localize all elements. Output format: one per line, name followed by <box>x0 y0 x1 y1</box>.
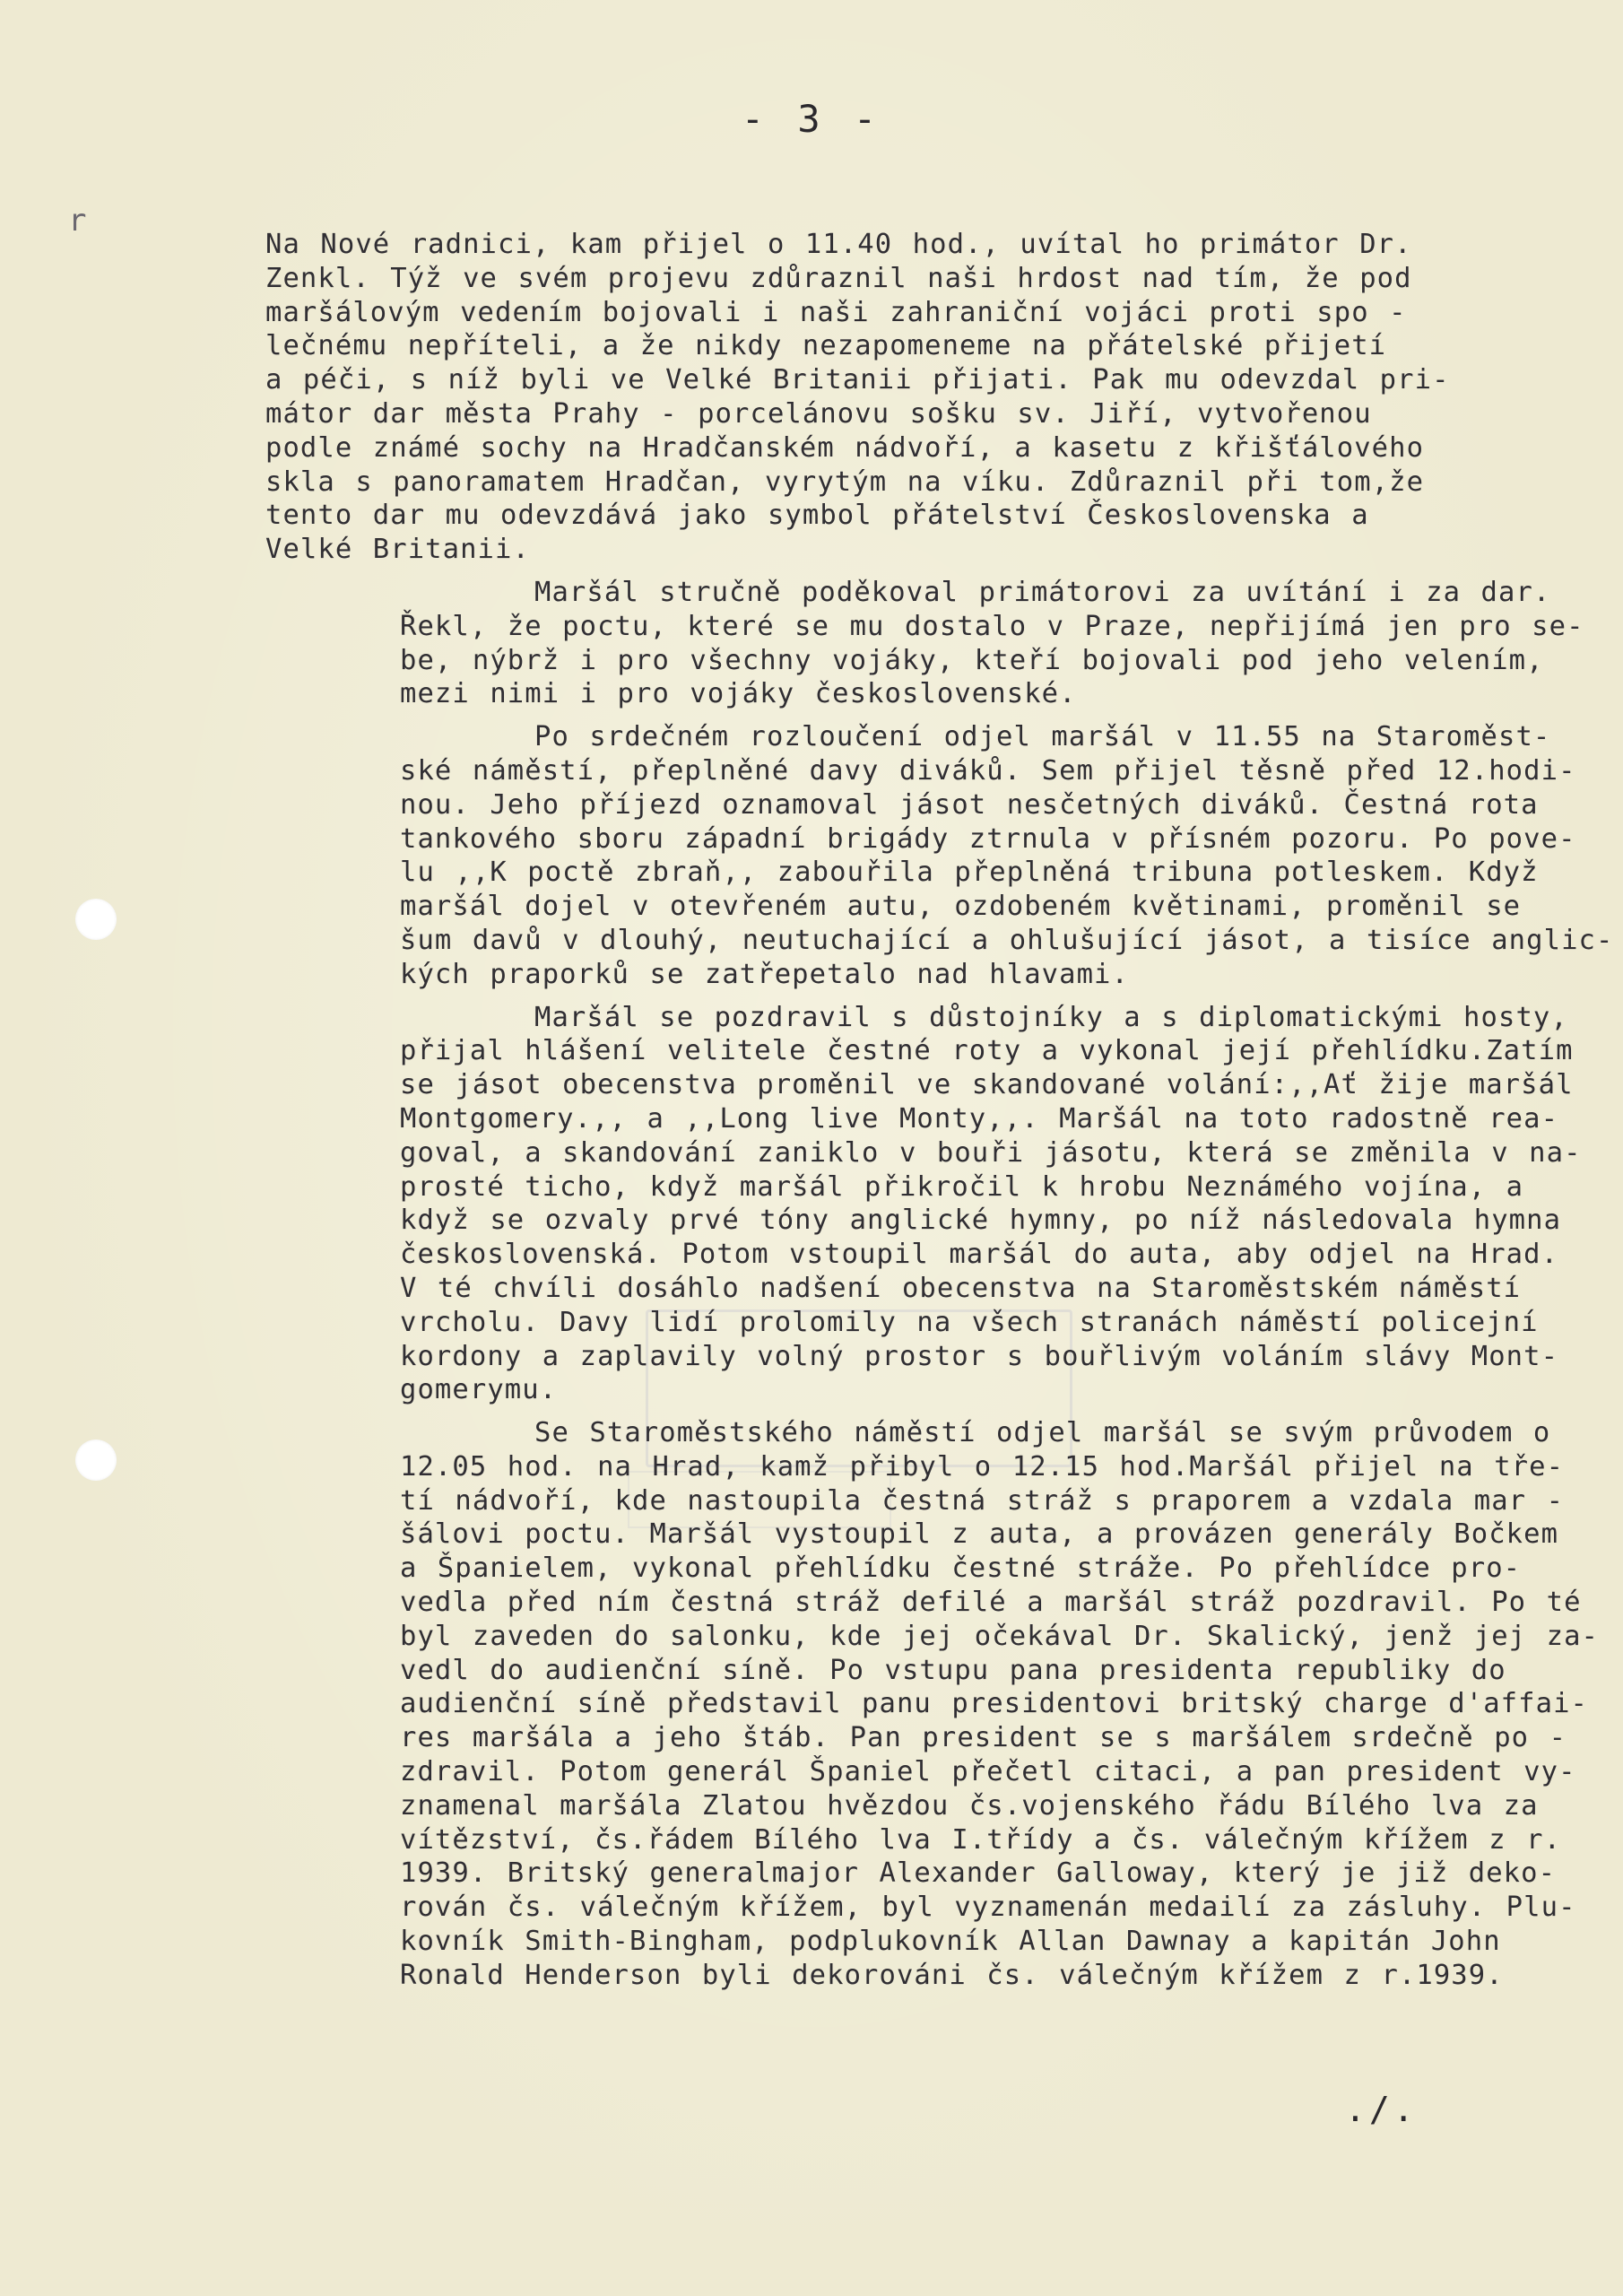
text-line: tí nádvoří, kde nastoupila čestná stráž s praporem a vzdala mar - <box>400 1484 1565 1517</box>
text-line: Po srdečném rozloučení odjel maršál v 11.55 na Staroměst- <box>534 721 1551 753</box>
text-line: maršálovým vedením bojovali i naši zahraniční vojáci proti spo - <box>265 296 1407 328</box>
text-line: Maršál stručně poděkoval primátorovi za uvítání i za dar. <box>534 576 1551 608</box>
text-line: prosté ticho, když maršál přikročil k hrobu Neznámého vojína, a <box>400 1170 1524 1203</box>
text-line: podle známé sochy na Hradčanském nádvoří, a kasetu z křišťálového <box>265 431 1425 464</box>
paragraph <box>265 1416 1599 1993</box>
text-line: Zenkl. Týž ve svém projevu zdůraznil naši hrdost nad tím, že pod <box>265 262 1412 294</box>
text-line: se jásot obecenstva proměnil ve skandované volání:,,Ať žije maršál <box>400 1069 1574 1101</box>
text-line: šálovi poctu. Maršál vystoupil z auta, a provázen generály Bočkem <box>400 1518 1559 1551</box>
text-line: byl zaveden do salonku, kde jej očekával Dr. Skalický, jenž jej za- <box>400 1620 1599 1652</box>
text-line: když se ozvaly prvé tóny anglické hymny, po níž následovala hymna <box>400 1205 1562 1237</box>
text-line: vrcholu. Davy lidí prolomily na všech stranách náměstí policejní <box>400 1306 1539 1338</box>
text-line: znamenal maršála Zlatou hvězdou čs.vojenského řádu Bílého lva za <box>400 1789 1539 1822</box>
text-line: vedla před ním čestná stráž defilé a maršál stráž pozdravil. Po té <box>400 1587 1582 1619</box>
text-line: mátor dar města Prahy - porcelánovu sošku sv. Jiří, vytvořenou <box>265 397 1372 430</box>
text-line: kordony a zaplavily volný prostor s bouřlivým voláním slávy Mont- <box>400 1340 1559 1372</box>
text-line: Velké Britanii. <box>265 534 530 566</box>
text-line: be, nýbrž i pro všechny vojáky, kteří bojovali pod jeho velením, <box>400 644 1544 676</box>
text-line: Maršál se pozdravil s důstojníky a s diplomatickými hosty, <box>534 1001 1568 1033</box>
text-line: tankového sboru západní brigády ztrnula v přísném pozoru. Po pove- <box>400 822 1576 855</box>
paragraph <box>265 720 1614 991</box>
text-line: goval, a skandování zaniklo v bouři jásotu, která se změnila v na- <box>400 1136 1582 1169</box>
text-line: skla s panoramatem Hradčan, vyrytým na víku. Zdůraznil při tom,že <box>265 465 1425 498</box>
text-line: vedl do audienční síně. Po vstupu pana presidenta republiky do <box>400 1654 1506 1686</box>
text-line: gomerymu. <box>400 1374 558 1406</box>
text-line: nou. Jeho příjezd oznamoval jásot nesčetných diváků. Čestná rota <box>400 788 1539 821</box>
text-line: tento dar mu odevzdává jako symbol přátelství Československa a <box>265 500 1369 532</box>
text-line: 12.05 hod. na Hrad, kamž přibyl o 12.15 hod.Maršál přijel na tře- <box>400 1450 1565 1483</box>
text-line: šum davů v dlouhý, neutuchající a ohlušující jásot, a tisíce anglic- <box>400 924 1614 956</box>
text-line: Řekl, že poctu, které se mu dostalo v Praze, nepřijímá jen pro se- <box>400 610 1584 642</box>
punch-hole <box>75 899 117 940</box>
document-body <box>265 228 1614 2002</box>
text-line: kovník Smith-Bingham, podplukovník Allan Dawnay a kapitán John <box>400 1926 1501 1958</box>
paragraph <box>265 1001 1582 1408</box>
text-line: lu ,,K poctě zbraň,, zabouřila přeplněná tribuna potleskem. Když <box>400 857 1539 889</box>
text-line: V té chvíli dosáhlo nadšení obecenstva na Staroměstském náměstí <box>400 1272 1522 1304</box>
text-line: Se Staroměstského náměstí odjel maršál se svým průvodem o <box>534 1417 1551 1449</box>
text-line: a Španielem, vykonal přehlídku čestné stráže. Po přehlídce pro- <box>400 1552 1522 1585</box>
paragraph <box>265 576 1584 711</box>
text-line: maršál dojel v otevřeném autu, ozdobeném květinami, proměnil se <box>400 891 1522 923</box>
text-line: ské náměstí, přeplněné davy diváků. Sem přijel těsně před 12.hodi- <box>400 754 1576 787</box>
text-line: československá. Potom vstoupil maršál do auta, aby odjel na Hrad. <box>400 1239 1559 1271</box>
text-line: kých praporků se zatřepetalo nad hlavami. <box>400 958 1129 990</box>
text-line: mezi nimi i pro vojáky československé. <box>400 678 1077 710</box>
text-line: vítězství, čs.řádem Bílého lva I.třídy a čs. válečným křížem z r. <box>400 1823 1562 1856</box>
text-line: Na Nové radnici, kam přijel o 11.40 hod., uvítal ho primátor Dr. <box>265 229 1412 260</box>
paragraph <box>265 228 1575 567</box>
text-line: Montgomery.,, a ,,Long live Monty,,. Maršál na toto radostně rea- <box>400 1102 1559 1135</box>
text-line: Ronald Henderson byli dekorováni čs. válečným křížem z r.1939. <box>400 1959 1504 1991</box>
text-line: rován čs. válečným křížem, byl vyznamenán medailí za zásluhy. Plu- <box>400 1892 1576 1924</box>
text-line: res maršála a jeho štáb. Pan president se s maršálem srdečně po - <box>400 1722 1567 1754</box>
page-number: - 3 - <box>741 97 882 141</box>
text-line: přijal hlášení velitele čestné roty a vykonal její přehlídku.Zatím <box>400 1035 1574 1067</box>
text-line: lečnému nepříteli, a že nikdy nezapomeneme na přátelské přijetí <box>265 330 1387 362</box>
continuation-mark: ./. <box>1345 2090 1418 2129</box>
text-line: 1939. Britský generalmajor Alexander Galloway, který je již deko- <box>400 1857 1557 1890</box>
text-line: a péči, s níž byli ve Velké Britanii přijati. Pak mu odevzdal pri- <box>265 364 1450 396</box>
text-line: audienční síně představil panu presidentovi britský charge d'affai- <box>400 1688 1588 1720</box>
stray-mark: r <box>68 203 87 239</box>
punch-hole <box>75 1439 117 1481</box>
text-line: zdravil. Potom generál Španiel přečetl citaci, a pan president vy- <box>400 1756 1576 1788</box>
